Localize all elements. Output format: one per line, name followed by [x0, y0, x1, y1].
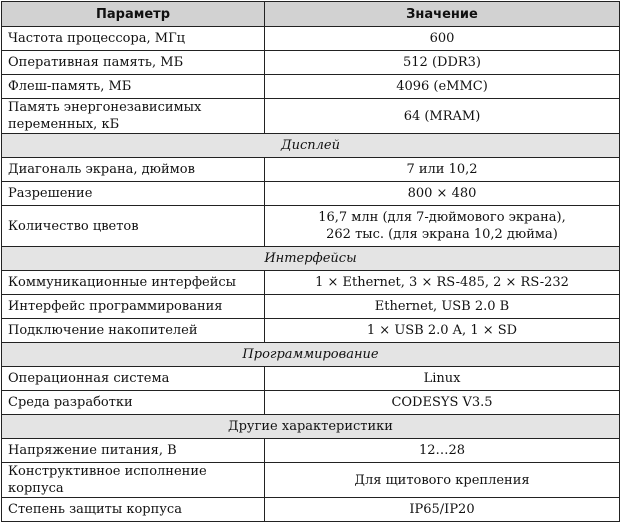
value-cell: 512 (DDR3) — [265, 51, 620, 75]
param-cell: Диагональ экрана, дюймов — [2, 158, 265, 182]
param-cell: Разрешение — [2, 182, 265, 206]
param-cell: Операционная система — [2, 367, 265, 391]
value-cell: CODESYS V3.5 — [265, 391, 620, 415]
table-row — [2, 206, 620, 247]
section-label: Другие характеристики — [2, 415, 620, 439]
value-cell: IP65/IP20 — [265, 498, 620, 522]
table-row — [2, 27, 620, 51]
table-row — [2, 51, 620, 75]
section-label: Дисплей — [2, 134, 620, 158]
value-cell: 600 — [265, 27, 620, 51]
value-cell — [265, 206, 620, 247]
value-line-1: 16,7 млн (для 7-дюймового экрана), — [318, 210, 566, 225]
value-cell: 1 × USB 2.0 A, 1 × SD — [265, 319, 620, 343]
table-row — [2, 367, 620, 391]
value-cell: 1 × Ethernet, 3 × RS-485, 2 × RS-232 — [265, 271, 620, 295]
value-cell: Ethernet, USB 2.0 B — [265, 295, 620, 319]
table-row — [2, 463, 620, 498]
section-row-interfaces — [2, 247, 620, 271]
value-cell: 12…28 — [265, 439, 620, 463]
param-cell: Оперативная память, МБ — [2, 51, 265, 75]
param-cell: Флеш-память, МБ — [2, 75, 265, 99]
param-cell: Среда разработки — [2, 391, 265, 415]
table-row — [2, 99, 620, 134]
value-cell: 4096 (eMMC) — [265, 75, 620, 99]
param-cell: Частота процессора, МГц — [2, 27, 265, 51]
table-row — [2, 498, 620, 522]
table-row — [2, 75, 620, 99]
param-cell: Интерфейс программирования — [2, 295, 265, 319]
table-row — [2, 319, 620, 343]
param-cell: Количество цветов — [2, 206, 265, 247]
table-row — [2, 391, 620, 415]
value-cell: Для щитового крепления — [265, 463, 620, 498]
value-line-2: 262 тыс. (для экрана 10,2 дюйма) — [326, 227, 558, 242]
table-row — [2, 439, 620, 463]
section-label: Интерфейсы — [2, 247, 620, 271]
section-row-programming — [2, 343, 620, 367]
param-cell: Конструктивное исполнение корпуса — [2, 463, 265, 498]
section-row-display — [2, 134, 620, 158]
value-cell: 800 × 480 — [265, 182, 620, 206]
value-cell: Linux — [265, 367, 620, 391]
section-label: Программирование — [2, 343, 620, 367]
table-row — [2, 295, 620, 319]
param-cell: Подключение накопителей — [2, 319, 265, 343]
value-cell: 7 или 10,2 — [265, 158, 620, 182]
header-value: Значение — [265, 2, 620, 27]
table-row — [2, 182, 620, 206]
param-cell: Степень защиты корпуса — [2, 498, 265, 522]
table-row — [2, 158, 620, 182]
header-param: Параметр — [2, 2, 265, 27]
param-cell: Напряжение питания, В — [2, 439, 265, 463]
table-row — [2, 271, 620, 295]
section-row-other — [2, 415, 620, 439]
param-cell: Коммуникационные интерфейсы — [2, 271, 265, 295]
value-cell: 64 (MRAM) — [265, 99, 620, 134]
table-header-row — [2, 2, 620, 27]
param-cell: Память энергонезависимых переменных, кБ — [2, 99, 265, 134]
spec-table — [1, 1, 620, 522]
